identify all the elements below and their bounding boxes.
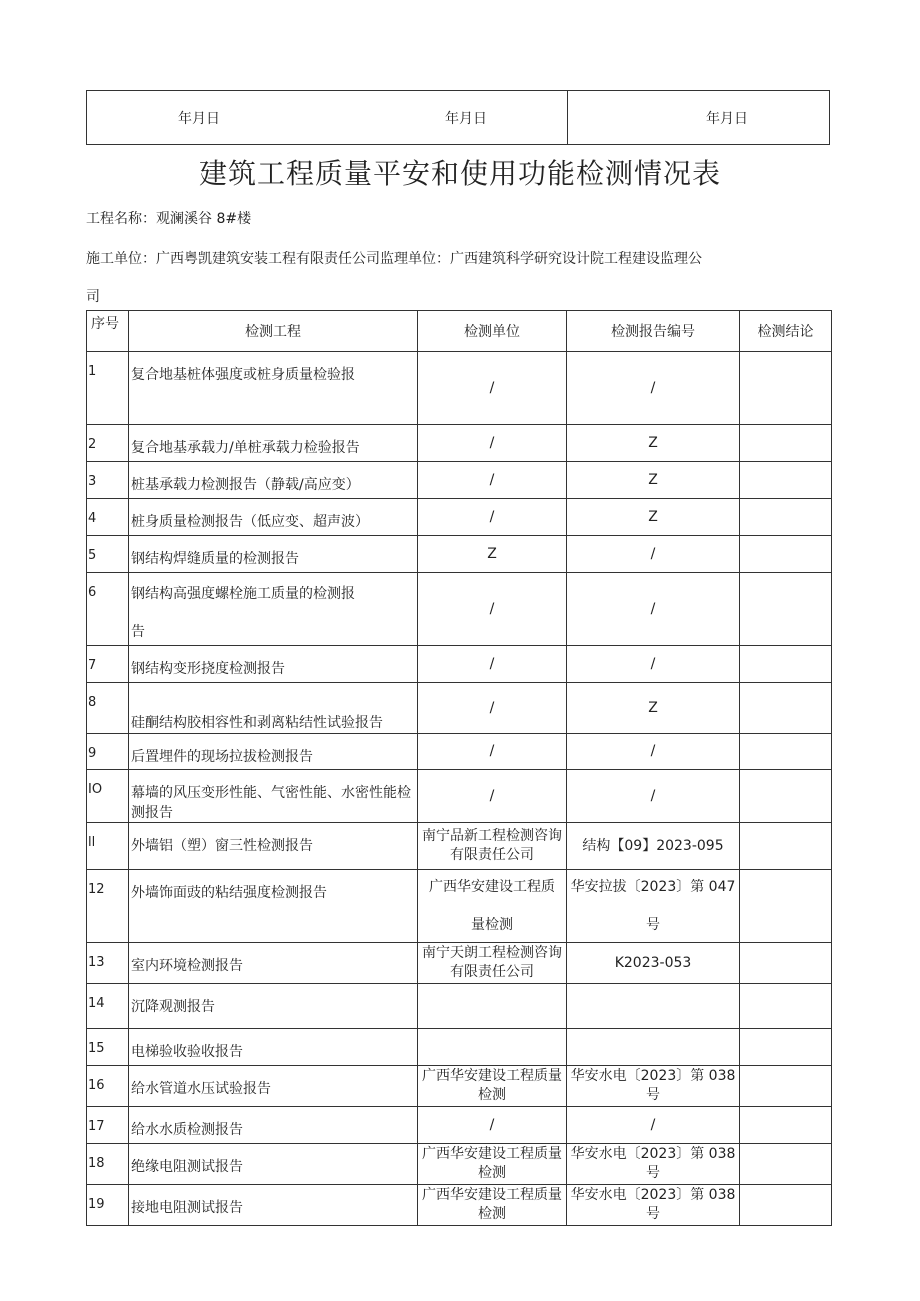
signature-date-box [86,90,830,145]
cell-item: 硅酮结构胶相容性和剥离粘结性试验报告 [129,683,418,734]
cell-conclusion [740,646,832,683]
table-row [87,683,832,734]
inspection-table [86,310,832,1226]
cell-no: 2 [87,425,129,462]
cell-item: 钢结构变形挠度检测报告 [129,646,418,683]
cell-conclusion [740,984,832,1029]
cell-report: Z [567,425,740,462]
cell-item: 后置埋件的现场拉拔检测报告 [129,734,418,770]
cell-report: Z [567,462,740,499]
cell-conclusion [740,823,832,870]
table-row [87,573,832,646]
project-name: 工程名称：观澜溪谷 8#楼 [86,211,252,227]
cell-item: 外墙饰面豉的粘结强度检测报告 [129,870,418,943]
table-row [87,734,832,770]
cell-no: 1 [87,352,129,425]
cell-item: 钢结构高强度螺栓施工质量的检测报 告 [129,573,418,646]
table-row [87,462,832,499]
cell-report: / [567,770,740,823]
cell-unit: 广西华安建设工程质量检测 [418,1185,567,1226]
cell-unit: 南宁品新工程检测咨询有限责任公司 [418,823,567,870]
cell-item: 给水管道水压试验报告 [129,1066,418,1107]
table-row [87,1185,832,1226]
cell-conclusion [740,1185,832,1226]
cell-unit [418,984,567,1029]
cell-no: 8 [87,683,129,734]
cell-conclusion [740,734,832,770]
cell-item: 桩身质量检测报告（低应变、超声波） [129,499,418,536]
header-report: 检测报告编号 [567,311,740,352]
page-title: 建筑工程质量平安和使用功能检测情况表 [198,157,721,190]
cell-report [567,1029,740,1066]
cell-unit: 广西华安建设工程质量检测 [418,1066,567,1107]
table-header-row [87,311,832,352]
table-row [87,1144,832,1185]
units-line-cont: 司 [86,289,100,305]
cell-no: 5 [87,536,129,573]
cell-item: 电梯验收验收报告 [129,1029,418,1066]
table-row [87,425,832,462]
table-row [87,1066,832,1107]
cell-unit: / [418,573,567,646]
table-row [87,984,832,1029]
table-row [87,536,832,573]
cell-item: 室内环境检测报告 [129,943,418,984]
table-row [87,499,832,536]
cell-conclusion [740,943,832,984]
header-item: 检测工程 [129,311,418,352]
cell-no: 7 [87,646,129,683]
cell-report: / [567,734,740,770]
units-line: 施工单位：广西粤凯建筑安装工程有限责任公司监理单位：广西建筑科学研究设计院工程建设监理公 [86,251,702,267]
table-row [87,352,832,425]
cell-unit: / [418,683,567,734]
header-no: 序号 [87,311,129,352]
cell-unit [418,1029,567,1066]
cell-conclusion [740,462,832,499]
cell-no: 15 [87,1029,129,1066]
cell-report: Z [567,683,740,734]
cell-no: 17 [87,1107,129,1144]
cell-no: ll [87,823,129,870]
date-box-divider [567,91,568,144]
cell-unit: 广西华安建设工程质量检测 [418,1144,567,1185]
cell-conclusion [740,425,832,462]
table-row [87,870,832,943]
cell-no: 12 [87,870,129,943]
cell-conclusion [740,770,832,823]
signature-date-1: 年月日 [178,111,220,127]
cell-unit: 广西华安建设工程质 量检测 [418,870,567,943]
cell-item: 给水水质检测报告 [129,1107,418,1144]
table-row [87,943,832,984]
cell-no: 4 [87,499,129,536]
cell-no: 3 [87,462,129,499]
cell-conclusion [740,573,832,646]
cell-item: 复合地基桩体强度或桩身质量检验报 [129,352,418,425]
cell-report: 华安水电〔2023〕第 038 号 [567,1185,740,1226]
cell-report: / [567,646,740,683]
cell-conclusion [740,870,832,943]
table-row [87,770,832,823]
cell-conclusion [740,1029,832,1066]
cell-unit: / [418,646,567,683]
cell-conclusion [740,1107,832,1144]
cell-report: 华安拉拔〔2023〕第 047 号 [567,870,740,943]
cell-unit: / [418,734,567,770]
cell-conclusion [740,352,832,425]
header-conclusion: 检测结论 [740,311,832,352]
cell-unit: / [418,462,567,499]
cell-report: K2023-053 [567,943,740,984]
cell-no: 14 [87,984,129,1029]
cell-report: Z [567,499,740,536]
cell-item: 桩基承载力检测报告（静载/高应变） [129,462,418,499]
cell-item: 幕墙的风压变形性能、气密性能、水密性能检测报告 [129,770,418,823]
table-row [87,823,832,870]
cell-no: IO [87,770,129,823]
cell-item: 绝缘电阻测试报告 [129,1144,418,1185]
table-row [87,1107,832,1144]
cell-no: 16 [87,1066,129,1107]
signature-date-2: 年月日 [445,111,487,127]
cell-conclusion [740,1066,832,1107]
cell-report: / [567,352,740,425]
cell-unit: / [418,352,567,425]
cell-no: 19 [87,1185,129,1226]
cell-item: 钢结构焊缝质量的检测报告 [129,536,418,573]
cell-report: 结构【09】2023-095 [567,823,740,870]
cell-unit: / [418,499,567,536]
cell-report [567,984,740,1029]
cell-no: 6 [87,573,129,646]
cell-unit: 南宁天朗工程检测咨询有限责任公司 [418,943,567,984]
cell-no: 18 [87,1144,129,1185]
cell-conclusion [740,499,832,536]
cell-item: 复合地基承载力/单桩承载力检验报告 [129,425,418,462]
cell-report: / [567,536,740,573]
cell-report: / [567,573,740,646]
cell-item: 外墙铝（塑）窗三性检测报告 [129,823,418,870]
table-row [87,646,832,683]
cell-unit: / [418,770,567,823]
cell-no: 13 [87,943,129,984]
cell-item: 沉降观测报告 [129,984,418,1029]
cell-item: 接地电阻测试报告 [129,1185,418,1226]
table-row [87,1029,832,1066]
cell-report: / [567,1107,740,1144]
cell-report: 华安水电〔2023〕第 038 号 [567,1144,740,1185]
cell-unit: Z [418,536,567,573]
signature-date-3: 年月日 [706,111,748,127]
cell-conclusion [740,536,832,573]
cell-unit: / [418,1107,567,1144]
cell-no: 9 [87,734,129,770]
cell-unit: / [418,425,567,462]
header-unit: 检测单位 [418,311,567,352]
cell-conclusion [740,683,832,734]
cell-report: 华安水电〔2023〕第 038 号 [567,1066,740,1107]
cell-conclusion [740,1144,832,1185]
